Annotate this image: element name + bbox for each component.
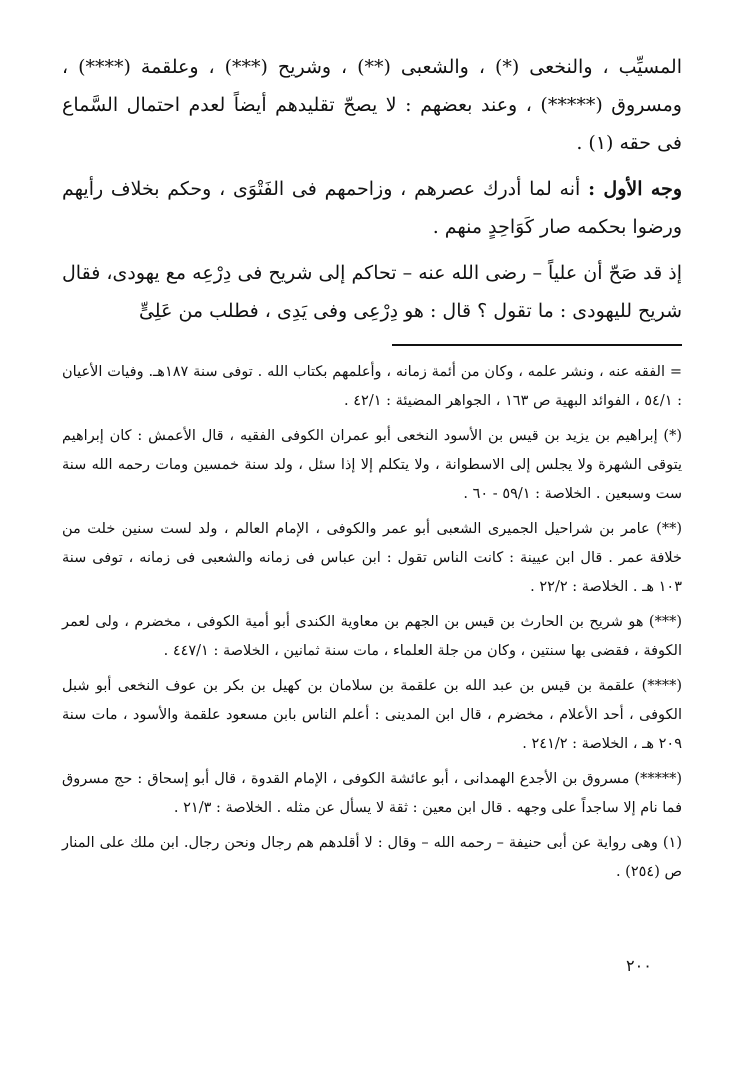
main-paragraph-1: المسيِّب ، والنخعى (*) ، والشعبى (**) ، وشريح (***) ، وعلقمة (****) ، ومسروق (*****) ، وعند بعضهم : لا يصحّ تقليدهم أيضاً لعدم احتمال السَّماع فى حقه (١) .	[62, 56, 682, 154]
footnote-continuation: = الفقه عنه ، ونشر علمه ، وكان من أئمة زمانه ، وأعلمهم بكتاب الله . توفى سنة ١٨٧هـ. وفيات الأعيان : ٥٤/١ ، الفوائد البهية ص ١٦٣ ، الجواهر المضيئة : ٤٢/١ .	[62, 364, 682, 409]
footnote-nakhai: (*) إبراهيم بن يزيد بن قيس بن الأسود النخعى أبو عمران الكوفى الفقيه ، قال الأعمش : كان إبراهيم يتوقى الشهرة ولا يجلس إلى الاسطوانة ، ولا يتكلم إلا إذا سئل ، ولد سنة خمسين ومات رحمه الله سنة ست وسبعين . الخلاصة : ٥٩/١ - ٦٠ .	[62, 428, 682, 502]
footnote-masruq: (*****) مسروق بن الأجدع الهمدانى ، أبو عائشة الكوفى ، الإمام القدوة ، قال أبو إسحاق : حج مسروق فما نام إلا ساجداً على وجهه . قال ابن معين : ثقة لا يسأل عن مثله . الخلاصة : ٢١/٣ .	[62, 771, 682, 816]
footnote-shabi: (**) عامر بن شراحيل الجميرى الشعبى أبو عمر والكوفى ، الإمام العالم ، ولد لست سنين خلت من خلافة عمر . قال ابن عيينة : كانت الناس تقول : ابن عباس فى زمانه والشعبى فى زمانه ، توفى سنة ١٠٣ هـ . الخلاصة : ٢٢/٢ .	[62, 521, 682, 595]
page-body	[62, 48, 682, 893]
footnote-shurayh: (***) هو شريح بن الحارث بن قيس بن الجهم بن معاوية الكندى أبو أمية الكوفى ، مخضرم ، ولى لعمر الكوفة ، فقضى بها سنتين ، وكان من جلة العلماء ، مات سنة ثمانين ، الخلاصة : ٤٤٧/١ .	[62, 614, 682, 659]
footnote-1: (١) وهى رواية عن أبى حنيفة – رحمه الله – وقال : لا أقلدهم هم رجال ونحن رجال. ابن ملك على المنار ص (٢٥٤) .	[62, 835, 682, 880]
section-heading-wajh-al-awwal: وجه الأول :	[588, 178, 682, 200]
page-number: ٢٠٠	[626, 956, 652, 975]
main-text	[62, 48, 682, 330]
main-paragraph-2	[62, 170, 682, 246]
footnote-separator	[392, 344, 682, 346]
footnotes	[62, 358, 682, 887]
main-paragraph-3: إذ قد صَحّ أن علياً – رضى الله عنه – تحاكم إلى شريح فى دِرْعِه مع يهودى، فقال شريح لليهودى : ما تقول ؟ قال : هو دِرْعِى وفى يَدِى ، فطلب من عَلِىٍّ	[62, 262, 682, 322]
main-paragraph-2-body: أنه لما أدرك عصرهم ، وزاحمهم فى الفَتْوَى ، وحكم بخلاف رأيهم ورضوا بحكمه صار كَوَاحِدٍ منهم .	[62, 178, 682, 238]
footnote-alqama: (****) علقمة بن قيس بن عبد الله بن علقمة بن سلامان بن كهيل بن بكر بن عوف النخعى أبو شبل الكوفى ، أحد الأعلام ، مخضرم ، قال ابن المدينى : أعلم الناس بابن مسعود علقمة والأسود ، مات سنة ٢٠٩ هـ ، الخلاصة : ٢٤١/٢ .	[62, 678, 682, 752]
